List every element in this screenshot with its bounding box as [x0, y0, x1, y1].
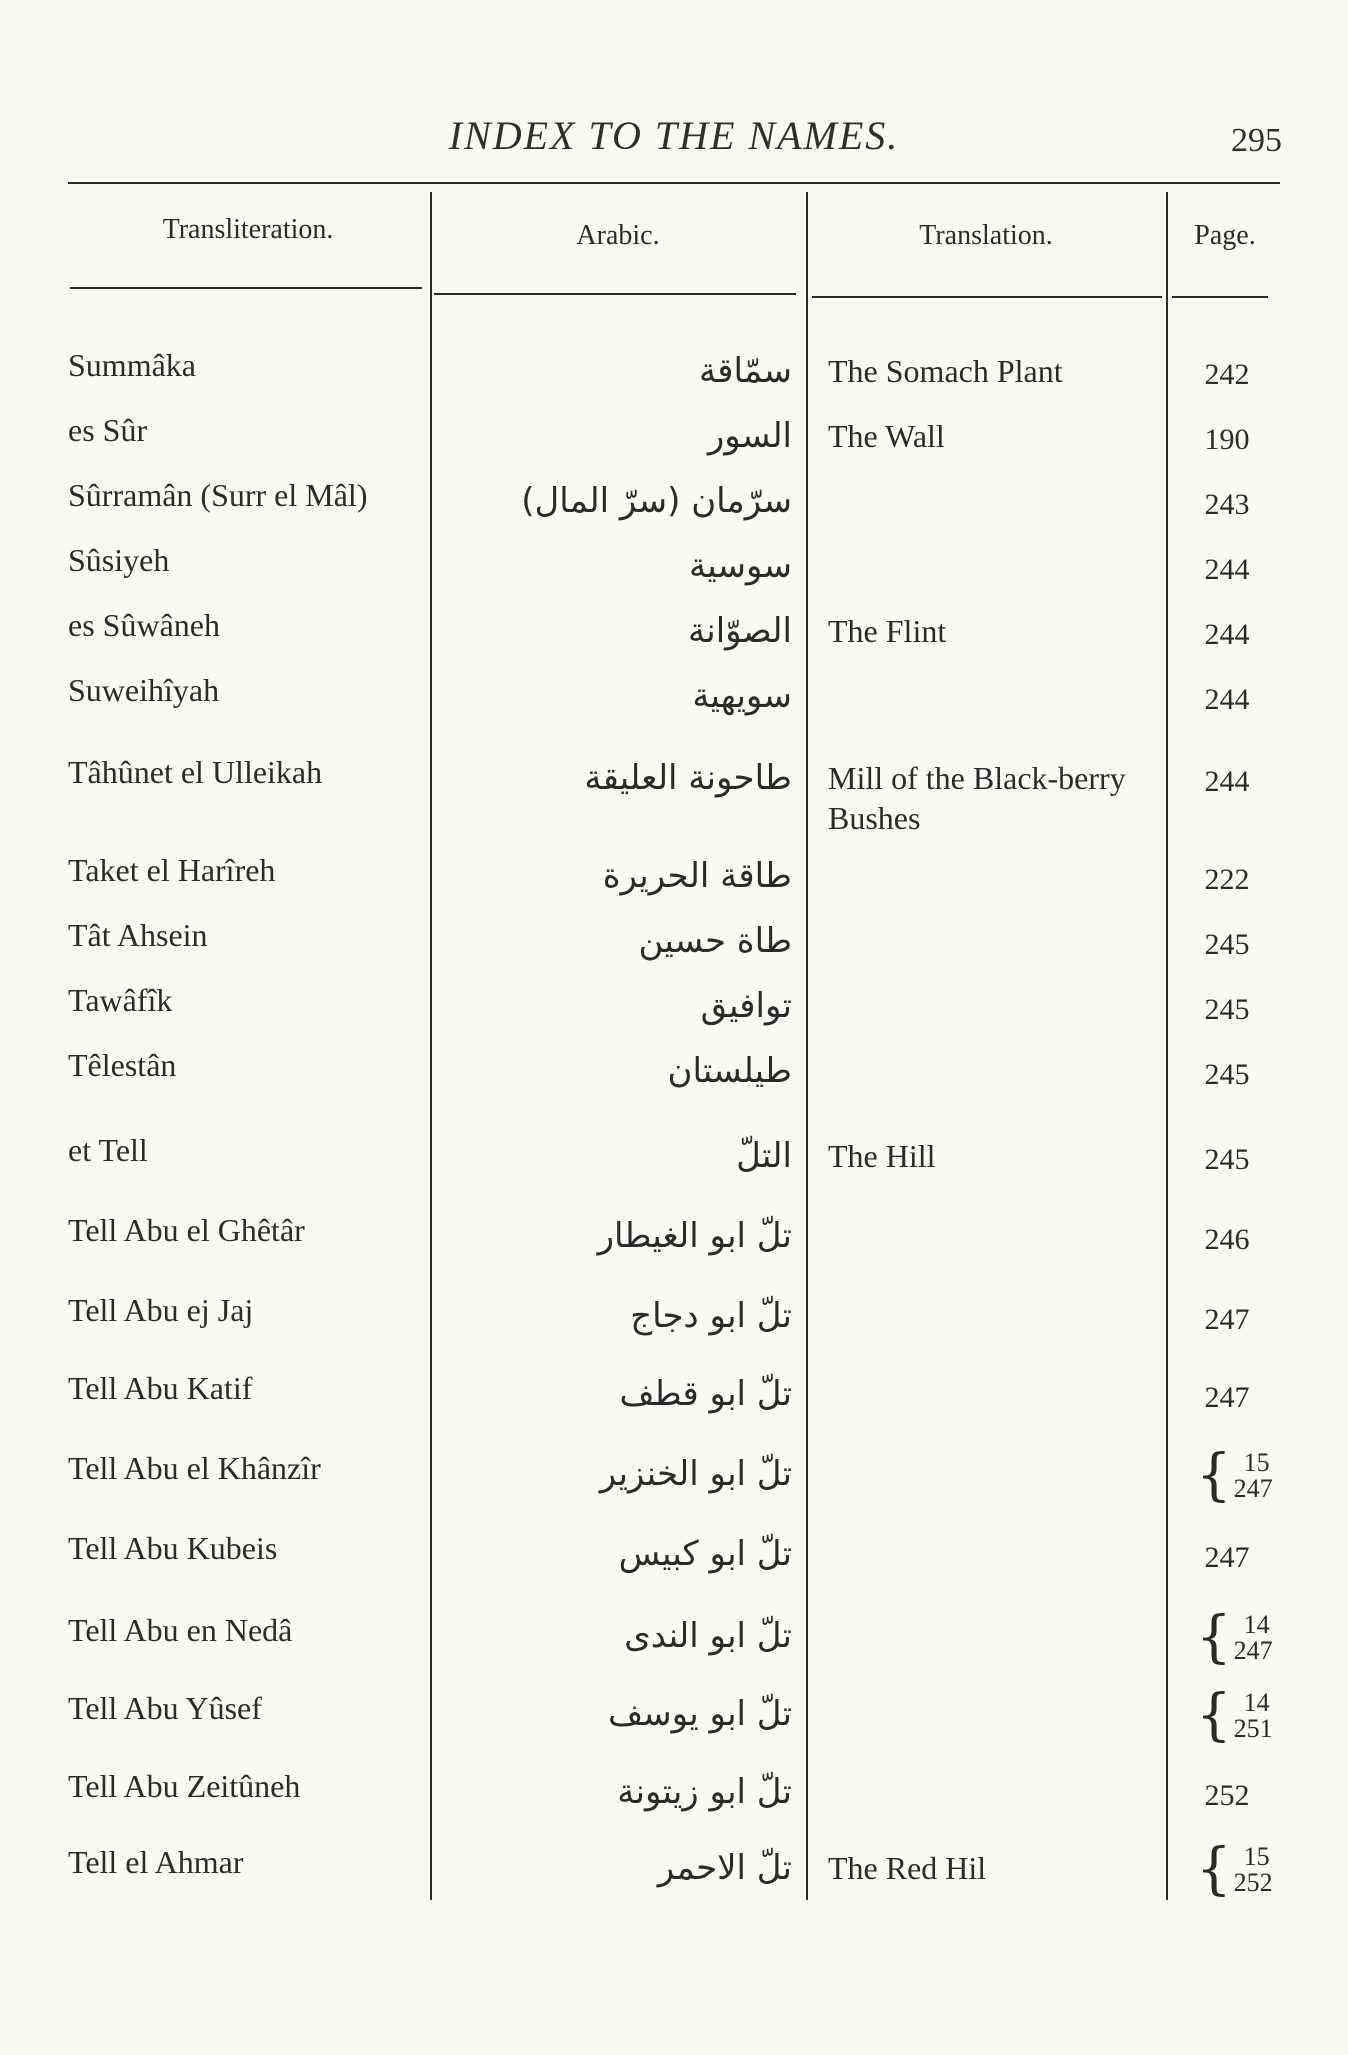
arabic-cell: تلّ ابو زيتونة [617, 1772, 792, 1812]
transliteration-cell: Tell el Ahmar [68, 1844, 244, 1880]
arabic-cell: طيلستان [667, 1051, 792, 1091]
arabic-cell: التلّ [736, 1136, 792, 1176]
arabic-cell: سرّمان (سرّ المال) [521, 481, 792, 521]
arabic-cell: توافيق [700, 986, 792, 1026]
arabic-cell: تلّ ابو كبيس [618, 1534, 792, 1574]
arabic-cell: تلّ ابو دجاج [630, 1296, 792, 1336]
page-number-a: 14 [1243, 1688, 1270, 1717]
transliteration-cell: Tell Abu Kubeis [68, 1530, 278, 1566]
arabic-cell: تلّ ابو الندى [624, 1616, 792, 1656]
arabic-cell: طاة حسين [638, 921, 792, 961]
transliteration-cell: Sûsiyeh [68, 542, 170, 578]
header-underline [434, 293, 796, 295]
page-cell: 244 [1204, 618, 1250, 651]
column-separator [806, 192, 808, 1900]
page-cell: 245 [1204, 1058, 1250, 1091]
transliteration-cell: Sûrramân (Surr el Mâl) [68, 477, 368, 513]
transliteration-cell: Tât Ahsein [68, 917, 208, 953]
page-number-b: 247 [1233, 1636, 1273, 1665]
translation-cell: The Wall [828, 418, 945, 454]
page-cell: 246 [1204, 1223, 1250, 1256]
translation-cell: The Somach Plant [828, 353, 1063, 389]
transliteration-cell: Tell Abu Yûsef [68, 1690, 262, 1726]
page-cell: 244 [1204, 683, 1250, 716]
header-transliteration: Transliteration. [162, 214, 334, 245]
page-number-b: 251 [1233, 1714, 1273, 1743]
header-translation: Translation. [919, 220, 1053, 251]
transliteration-cell: es Sûwâneh [68, 607, 220, 643]
arabic-cell: سمّاقة [699, 351, 792, 391]
page-number-a: 14 [1243, 1610, 1270, 1639]
page-cell-multi [1196, 1605, 1273, 1670]
column-separator [1166, 192, 1168, 1900]
arabic-cell: تلّ الاحمر [657, 1848, 792, 1888]
page-cell: 245 [1204, 928, 1250, 961]
page-cell: 243 [1204, 488, 1250, 521]
page-cell-multi [1196, 1837, 1273, 1902]
arabic-cell: تلّ ابو قطف [619, 1374, 792, 1414]
translation-cell: The Hill [828, 1138, 936, 1174]
page-cell-multi [1196, 1443, 1273, 1508]
page-number: 295 [1231, 122, 1282, 159]
arabic-cell: السور [707, 416, 792, 456]
header-underline [812, 296, 1162, 298]
brace-icon: { [1196, 1443, 1232, 1508]
brace-icon: { [1196, 1605, 1232, 1670]
arabic-cell: تلّ ابو الخنزير [599, 1454, 792, 1494]
transliteration-cell: Tell Abu Katif [68, 1370, 253, 1406]
arabic-cell: سويهية [692, 676, 792, 716]
page-number-a: 15 [1243, 1448, 1270, 1477]
transliteration-cell: Têlestân [68, 1047, 177, 1083]
transliteration-cell: Summâka [68, 347, 196, 383]
transliteration-cell: et Tell [68, 1132, 148, 1168]
transliteration-cell: Tell Abu ej Jaj [68, 1292, 254, 1328]
transliteration-cell: Tell Abu Zeitûneh [68, 1768, 301, 1804]
translation-cell: The Flint [828, 613, 947, 649]
transliteration-cell: Tell Abu el Khânzîr [68, 1450, 321, 1486]
header-underline [70, 287, 422, 289]
header-arabic: Arabic. [576, 220, 660, 251]
transliteration-cell: Tawâfîk [68, 982, 173, 1018]
page-cell: 247 [1204, 1303, 1250, 1336]
page-cell: 242 [1204, 358, 1250, 391]
transliteration-cell: es Sûr [68, 412, 148, 448]
transliteration-cell: Taket el Harîreh [68, 852, 276, 888]
page-cell: 244 [1204, 765, 1250, 798]
page-cell: 222 [1204, 863, 1250, 896]
page-cell: 190 [1204, 423, 1250, 456]
brace-icon: { [1196, 1683, 1232, 1748]
page-number-b: 252 [1233, 1868, 1273, 1897]
brace-icon: { [1196, 1837, 1232, 1902]
running-title: INDEX TO THE NAMES. [448, 113, 900, 158]
table-top-rule [68, 182, 1280, 184]
page-cell: 252 [1204, 1779, 1250, 1812]
arabic-cell: تلّ ابو يوسف [607, 1694, 792, 1734]
page-number-b: 247 [1233, 1474, 1273, 1503]
arabic-cell: تلّ ابو الغيطار [597, 1216, 792, 1256]
transliteration-cell: Suweihîyah [68, 672, 220, 708]
column-separator [430, 192, 432, 1900]
arabic-cell: طاحونة العليقة [584, 758, 792, 798]
arabic-cell: الصوّانة [688, 611, 792, 651]
page-cell-multi [1196, 1683, 1273, 1748]
page-cell: 245 [1204, 1143, 1250, 1176]
transliteration-cell: Tell Abu en Nedâ [68, 1612, 293, 1648]
translation-cell: The Red Hil [828, 1850, 987, 1886]
page-number-a: 15 [1243, 1842, 1270, 1871]
transliteration-cell: Tâhûnet el Ulleikah [68, 754, 323, 790]
page-cell: 245 [1204, 993, 1250, 1026]
transliteration-cell: Tell Abu el Ghêtâr [68, 1212, 305, 1248]
header-underline [1172, 296, 1268, 298]
translation-cell: Mill of the Black-berry Bushes [828, 760, 1126, 836]
header-page: Page. [1194, 220, 1256, 251]
arabic-cell: طاقة الحريرة [602, 856, 792, 896]
page-cell: 247 [1204, 1381, 1250, 1414]
page-cell: 247 [1204, 1541, 1250, 1574]
page-cell: 244 [1204, 553, 1250, 586]
arabic-cell: سوسية [688, 546, 792, 586]
